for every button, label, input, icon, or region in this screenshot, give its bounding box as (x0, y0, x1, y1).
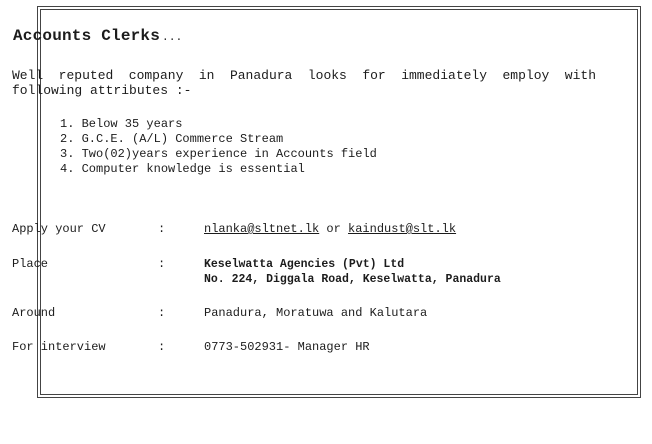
place-colon: : (158, 257, 166, 271)
attribute-list (60, 117, 377, 177)
around-label: Around (12, 306, 56, 320)
attribute-item: 4. Computer knowledge is essential (60, 162, 305, 176)
place-value (204, 257, 501, 287)
place-line-company: Keselwatta Agencies (Pvt) Ltd (204, 258, 405, 271)
interview-value: 0773-502931- Manager HR (204, 340, 370, 354)
place-row (12, 257, 602, 289)
attribute-item: 1. Below 35 years (60, 117, 183, 131)
around-value: Panadura, Moratuwa and Kalutara (204, 306, 428, 320)
around-row (12, 306, 602, 322)
apply-colon: : (158, 222, 166, 236)
apply-label: Apply your CV (12, 222, 106, 236)
email-link-primary[interactable]: nlanka@sltnet.lk (204, 222, 320, 236)
ad-intro: Well reputed company in Panadura looks for immediately employ with following attributes :- (12, 68, 596, 98)
ad-title (13, 27, 182, 45)
attribute-item: 2. G.C.E. (A/L) Commerce Stream (60, 132, 284, 146)
ad-title-suffix: ... (162, 32, 183, 44)
ad-inner-border (40, 9, 638, 395)
ad-title-text: Accounts Clerks (13, 27, 161, 45)
place-label: Place (12, 257, 49, 271)
interview-row (12, 340, 602, 356)
apply-row (12, 222, 602, 238)
interview-label: For interview (12, 340, 106, 354)
place-line-address: No. 224, Diggala Road, Keselwatta, Panadura (204, 273, 501, 286)
around-colon: : (158, 306, 166, 320)
interview-colon: : (158, 340, 166, 354)
attribute-item: 3. Two(02)years experience in Accounts field (60, 147, 377, 161)
email-link-secondary[interactable]: kaindust@slt.lk (348, 222, 457, 236)
apply-value (204, 222, 456, 237)
email-joiner: or (326, 222, 341, 236)
